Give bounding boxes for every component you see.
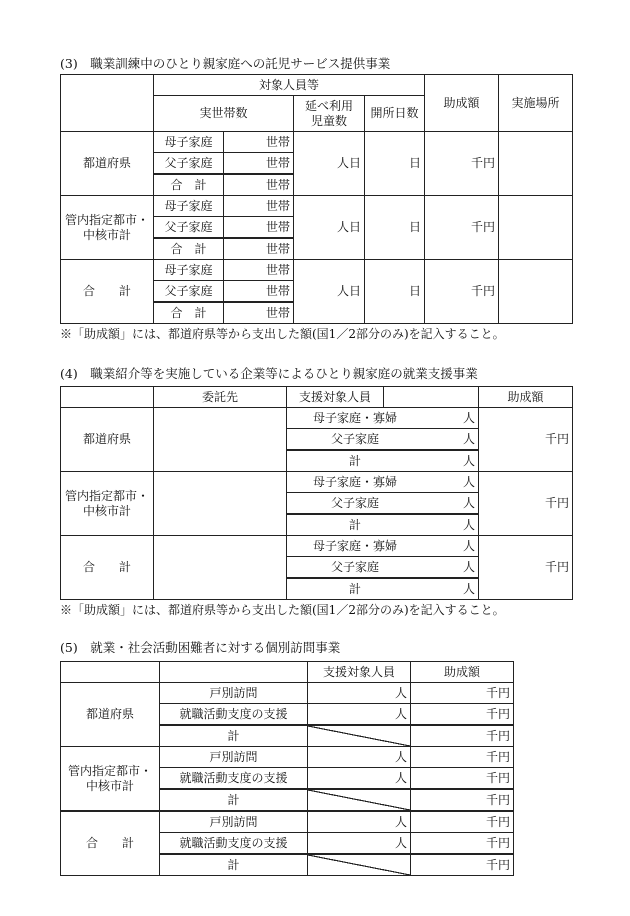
s5-diagonal-cell bbox=[308, 789, 411, 811]
s5-unit-person: 人 bbox=[308, 768, 411, 790]
s4-unit-person: 人 bbox=[462, 431, 475, 446]
s3-unit-household: 世帯 bbox=[224, 238, 294, 260]
s5-group-designated-cities: 管内指定都市・ 中核市計 bbox=[61, 747, 160, 812]
s5-unit-grant: 千円 bbox=[411, 833, 514, 855]
s3-unit-household: 世帯 bbox=[224, 260, 294, 281]
s4-row-total-label: 計 bbox=[348, 453, 361, 468]
s4-group-designated-cities: 管内指定都市・ 中核市計 bbox=[61, 472, 154, 536]
s5-unit-grant: 千円 bbox=[411, 704, 514, 726]
s3-unit-grant: 千円 bbox=[425, 196, 499, 260]
s4-corner bbox=[61, 387, 154, 408]
s4-group-total: 合 計 bbox=[61, 536, 154, 600]
s3-place-cell bbox=[499, 260, 573, 324]
s4-row-father-label: 父子家庭 bbox=[330, 495, 379, 510]
s5-unit-person: 人 bbox=[308, 704, 411, 726]
s5-unit-grant: 千円 bbox=[411, 768, 514, 790]
s5-group-prefecture: 都道府県 bbox=[61, 683, 160, 747]
s4-unit-grant: 千円 bbox=[479, 536, 573, 600]
s3-place-cell bbox=[499, 196, 573, 260]
s3-header-target: 対象人員等 bbox=[154, 75, 425, 96]
s3-unit-household: 世帯 bbox=[224, 196, 294, 217]
s3-unit-household: 世帯 bbox=[224, 174, 294, 196]
s3-header-children: 延べ利用 児童数 bbox=[294, 96, 365, 132]
s5-corner bbox=[61, 662, 160, 683]
s4-row-father bbox=[287, 557, 479, 579]
s3-unit-grant: 千円 bbox=[425, 132, 499, 196]
s3-unit-day: 日 bbox=[365, 196, 425, 260]
s4-row-mother bbox=[287, 536, 479, 557]
section4-note: ※「助成額」には、都道府県等から支出した額(国1／2部分のみ)を記入すること。 bbox=[60, 603, 505, 617]
s4-row-father-label: 父子家庭 bbox=[330, 431, 379, 446]
s5-row-total: 計 bbox=[160, 789, 308, 811]
s5-row-total: 計 bbox=[160, 854, 308, 876]
s5-unit-person: 人 bbox=[308, 811, 411, 833]
s5-unit-grant: 千円 bbox=[411, 747, 514, 768]
s3-unit-person-day: 人日 bbox=[294, 260, 365, 324]
s3-unit-household: 世帯 bbox=[224, 281, 294, 303]
s4-header-blank bbox=[384, 387, 479, 408]
s3-unit-household: 世帯 bbox=[224, 132, 294, 153]
s5-unit-person: 人 bbox=[308, 747, 411, 768]
s5-unit-grant: 千円 bbox=[411, 683, 514, 704]
s3-group-prefecture: 都道府県 bbox=[61, 132, 154, 196]
section5-title: (5) 就業・社会活動困難者に対する個別訪問事業 bbox=[60, 640, 341, 655]
s3-row-total: 合 計 bbox=[154, 174, 224, 196]
s4-unit-person: 人 bbox=[462, 474, 475, 489]
s5-unit-person: 人 bbox=[308, 833, 411, 855]
s3-group-designated-cities: 管内指定都市・ 中核市計 bbox=[61, 196, 154, 260]
s5-diagonal-cell bbox=[308, 854, 411, 876]
s5-unit-grant: 千円 bbox=[411, 789, 514, 811]
s4-row-mother-label: 母子家庭・寡婦 bbox=[312, 410, 397, 425]
s3-row-total: 合 計 bbox=[154, 238, 224, 260]
s3-row-father: 父子家庭 bbox=[154, 153, 224, 175]
s4-unit-person: 人 bbox=[462, 581, 475, 596]
s3-unit-grant: 千円 bbox=[425, 260, 499, 324]
s5-row-support: 就職活動支度の支援 bbox=[160, 768, 308, 790]
s3-header-households: 実世帯数 bbox=[154, 96, 294, 132]
section4-table bbox=[60, 386, 573, 600]
s3-unit-household: 世帯 bbox=[224, 217, 294, 239]
s3-unit-day: 日 bbox=[365, 260, 425, 324]
section3-note: ※「助成額」には、都道府県等から支出した額(国1／2部分のみ)を記入すること。 bbox=[60, 327, 505, 341]
s4-row-father bbox=[287, 429, 479, 451]
s3-row-mother: 母子家庭 bbox=[154, 132, 224, 153]
s3-row-mother: 母子家庭 bbox=[154, 260, 224, 281]
s4-row-mother bbox=[287, 472, 479, 493]
s5-unit-person: 人 bbox=[308, 683, 411, 704]
section3-table bbox=[60, 74, 573, 324]
s4-row-total bbox=[287, 514, 479, 536]
s4-row-mother-label: 母子家庭・寡婦 bbox=[312, 474, 397, 489]
s3-header-place: 実施場所 bbox=[499, 75, 573, 132]
s4-unit-person: 人 bbox=[462, 538, 475, 553]
s5-row-support: 就職活動支度の支援 bbox=[160, 704, 308, 726]
s4-unit-person: 人 bbox=[462, 453, 475, 468]
s5-header-grant: 助成額 bbox=[411, 662, 514, 683]
s3-unit-day: 日 bbox=[365, 132, 425, 196]
s5-row-support: 就職活動支度の支援 bbox=[160, 833, 308, 855]
s5-unit-grant: 千円 bbox=[411, 854, 514, 876]
s3-unit-household: 世帯 bbox=[224, 302, 294, 324]
s3-unit-household: 世帯 bbox=[224, 153, 294, 175]
s4-row-father bbox=[287, 493, 479, 515]
s3-header-grant: 助成額 bbox=[425, 75, 499, 132]
s3-row-father: 父子家庭 bbox=[154, 281, 224, 303]
s4-row-mother bbox=[287, 408, 479, 429]
s4-row-total-label: 計 bbox=[348, 517, 361, 532]
s4-unit-person: 人 bbox=[462, 410, 475, 425]
s4-unit-person: 人 bbox=[462, 517, 475, 532]
s5-row-visit: 戸別訪問 bbox=[160, 811, 308, 833]
s4-row-mother-label: 母子家庭・寡婦 bbox=[312, 538, 397, 553]
section3-title: (3) 職業訓練中のひとり親家庭への託児サービス提供事業 bbox=[60, 56, 391, 71]
s5-unit-grant: 千円 bbox=[411, 725, 514, 747]
s4-row-father-label: 父子家庭 bbox=[330, 559, 379, 574]
s4-header-target: 支援対象人員 bbox=[287, 387, 384, 408]
s3-row-total: 合 計 bbox=[154, 302, 224, 324]
s4-group-prefecture: 都道府県 bbox=[61, 408, 154, 472]
s5-group-total: 合 計 bbox=[61, 811, 160, 876]
s4-header-contractor: 委託先 bbox=[154, 387, 287, 408]
s4-unit-person: 人 bbox=[462, 495, 475, 510]
s5-row-visit: 戸別訪問 bbox=[160, 683, 308, 704]
s3-row-mother: 母子家庭 bbox=[154, 196, 224, 217]
s4-contractor-cell bbox=[154, 472, 287, 536]
s4-row-total bbox=[287, 578, 479, 600]
s5-row-total: 計 bbox=[160, 725, 308, 747]
s4-unit-grant: 千円 bbox=[479, 472, 573, 536]
s4-contractor-cell bbox=[154, 536, 287, 600]
s4-contractor-cell bbox=[154, 408, 287, 472]
s4-row-total bbox=[287, 450, 479, 472]
section4-title: (4) 職業紹介等を実施している企業等によるひとり親家庭の就業支援事業 bbox=[60, 366, 478, 381]
s3-unit-person-day: 人日 bbox=[294, 196, 365, 260]
s3-unit-person-day: 人日 bbox=[294, 132, 365, 196]
s5-header-target: 支援対象人員 bbox=[308, 662, 411, 683]
s4-row-total-label: 計 bbox=[348, 581, 361, 596]
s3-place-cell bbox=[499, 132, 573, 196]
section5-table bbox=[60, 661, 514, 876]
s5-row-visit: 戸別訪問 bbox=[160, 747, 308, 768]
s4-header-grant: 助成額 bbox=[479, 387, 573, 408]
s3-row-father: 父子家庭 bbox=[154, 217, 224, 239]
s3-header-days: 開所日数 bbox=[365, 96, 425, 132]
s5-unit-grant: 千円 bbox=[411, 811, 514, 833]
s5-header-blank bbox=[160, 662, 308, 683]
s3-corner bbox=[61, 75, 154, 132]
s3-group-total: 合 計 bbox=[61, 260, 154, 324]
s5-diagonal-cell bbox=[308, 725, 411, 747]
s4-unit-grant: 千円 bbox=[479, 408, 573, 472]
s4-unit-person: 人 bbox=[462, 559, 475, 574]
